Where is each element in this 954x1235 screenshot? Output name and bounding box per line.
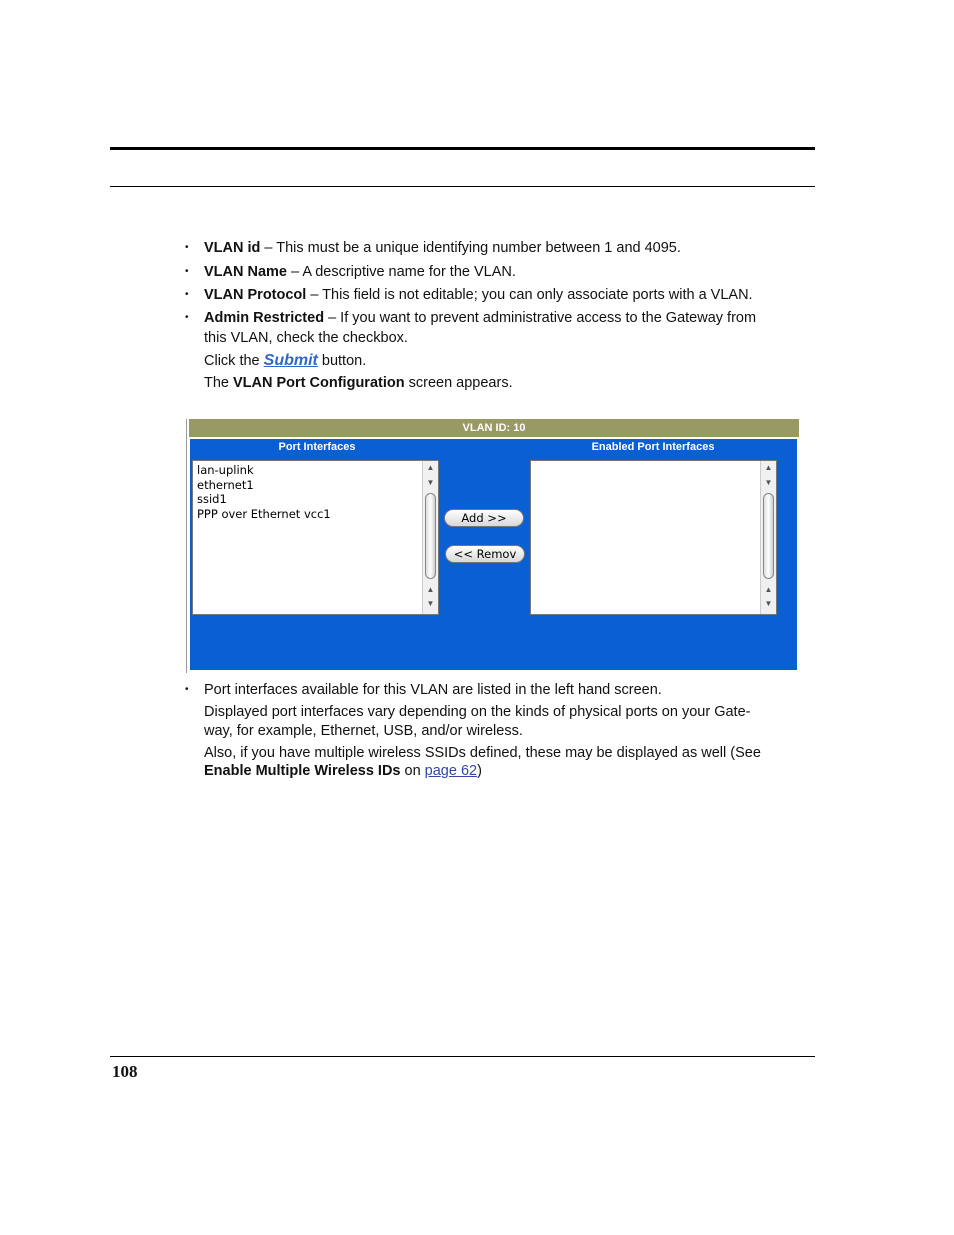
list-item[interactable]: PPP over Ethernet vcc1 — [197, 506, 331, 521]
scroll-up-icon[interactable]: ▲ — [426, 585, 435, 594]
bullet-marker: • — [185, 684, 189, 695]
para-displayed-l1: Displayed port interfaces vary depending on the kinds of physical ports on your Gate- — [204, 704, 751, 720]
scroll-up-icon[interactable]: ▲ — [426, 463, 435, 472]
term-vlan-protocol: VLAN Protocol — [204, 287, 307, 303]
bullet-vlan-protocol — [204, 286, 753, 305]
page-62-link[interactable]: page 62 — [424, 763, 478, 779]
scroll-thumb[interactable] — [763, 493, 774, 579]
desc-admin-restricted-cont: this VLAN, check the checkbox. — [204, 330, 408, 346]
term-vlan-id: VLAN id — [204, 240, 261, 256]
bullet-vlan-id — [204, 239, 681, 258]
scroll-down-icon[interactable]: ▼ — [426, 478, 435, 487]
vlan-port-config-screenshot — [186, 419, 799, 673]
scroll-down-icon[interactable]: ▼ — [426, 599, 435, 608]
para-also-l1: Also, if you have multiple wireless SSIDs defined, these may be displayed as well (See — [204, 745, 761, 761]
desc-vlan-id: – This must be a unique identifying number between 1 and 4095. — [260, 240, 681, 256]
para-on: on — [400, 763, 425, 779]
header-rule-thick — [110, 147, 815, 150]
scroll-down-icon[interactable]: ▼ — [764, 478, 773, 487]
enabled-port-interfaces-title: Enabled Port Interfaces — [591, 441, 715, 453]
para-close: ) — [477, 763, 482, 779]
para-also-l2 — [204, 762, 482, 781]
desc-vlan-name: – A descriptive name for the VLAN. — [287, 264, 516, 280]
bullet-port-interfaces: Port interfaces available for this VLAN are listed in the left hand screen. — [204, 682, 662, 698]
para-displayed-l2: way, for example, Ethernet, USB, and/or wireless. — [204, 723, 523, 739]
vlan-id-header: VLAN ID: 10 — [189, 419, 799, 437]
page-number: 108 — [112, 1062, 138, 1081]
header-rule-thin — [110, 186, 815, 187]
bullet-vlan-name — [204, 263, 516, 282]
port-interfaces-list[interactable] — [192, 460, 439, 615]
scrollbar[interactable] — [422, 461, 438, 614]
bullet-marker: • — [185, 242, 189, 253]
add-button[interactable]: Add >> — [444, 509, 524, 527]
term-admin-restricted: Admin Restricted — [204, 310, 325, 326]
click-pre: Click the — [204, 353, 264, 369]
scroll-thumb[interactable] — [425, 493, 436, 579]
term-enable-multiple-wireless: Enable Multiple Wireless IDs — [204, 763, 401, 779]
click-post: button. — [317, 353, 367, 369]
bullet-admin-restricted — [204, 309, 756, 328]
appears-post: screen appears. — [404, 375, 513, 391]
list-item[interactable]: lan-uplink — [197, 463, 254, 477]
port-config-body — [190, 439, 797, 670]
remove-button[interactable]: << Remov — [445, 545, 525, 563]
desc-vlan-protocol: – This field is not editable; you can only associate ports with a VLAN. — [306, 287, 753, 303]
appears-pre: The — [204, 375, 234, 391]
enabled-port-interfaces-list[interactable] — [530, 460, 777, 615]
scroll-up-icon[interactable]: ▲ — [764, 585, 773, 594]
bullet-marker: • — [185, 266, 189, 277]
screen-appears-line — [204, 374, 513, 393]
scroll-up-icon[interactable]: ▲ — [764, 463, 773, 472]
bullet-marker: • — [185, 289, 189, 300]
bullet-marker: • — [185, 312, 189, 323]
port-interfaces-title: Port Interfaces — [278, 441, 356, 453]
list-item[interactable]: ethernet1 — [197, 477, 254, 492]
scrollbar[interactable] — [760, 461, 776, 614]
footer-rule — [110, 1056, 815, 1057]
list-item[interactable]: ssid1 — [197, 492, 227, 507]
term-vlan-port-config: VLAN Port Configuration — [233, 375, 405, 391]
term-vlan-name: VLAN Name — [204, 264, 287, 280]
submit-link[interactable]: Submit — [263, 352, 318, 369]
scroll-down-icon[interactable]: ▼ — [764, 599, 773, 608]
click-submit-line — [204, 351, 366, 371]
desc-admin-restricted: – If you want to prevent administrative access to the Gateway from — [324, 310, 757, 326]
